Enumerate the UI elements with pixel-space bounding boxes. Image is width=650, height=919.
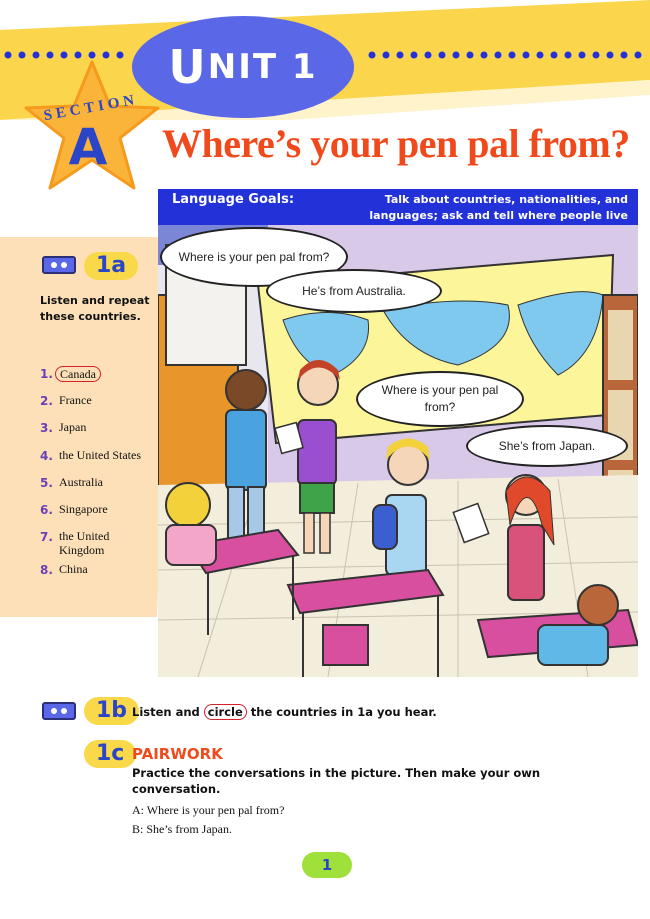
country-number: 3. [40, 421, 53, 436]
unit-heading [132, 16, 354, 118]
country-number: 8. [40, 563, 53, 578]
country-number: 5. [40, 475, 53, 490]
list-item [40, 529, 160, 562]
page-title: Where’s your pen pal from? [162, 121, 630, 166]
country-name: Australia [59, 474, 103, 489]
country-number: 1. [40, 367, 53, 381]
exercise-1a-badge: 1a [84, 252, 138, 280]
list-item [40, 420, 160, 447]
exercise-1a-instruction: Listen and repeat these countries. [40, 294, 150, 323]
language-goals-bar [158, 189, 638, 225]
circled-word: circle [204, 704, 247, 720]
country-name: the United States [59, 447, 141, 462]
unit-first-letter: U [168, 40, 208, 94]
list-item [40, 562, 160, 589]
section-word: SECTION [42, 91, 140, 125]
country-number: 7. [40, 530, 53, 545]
speech-bubble: She’s from Japan. [466, 425, 628, 467]
unit-label: NIT 1 [207, 47, 318, 87]
exercise-1b-badge: 1b [84, 697, 139, 725]
exercise-1c-badge: 1c [84, 740, 136, 768]
classroom-illustration [158, 225, 638, 677]
exercise-1b-text-after: the countries in 1a you hear. [246, 705, 437, 719]
list-item [40, 475, 160, 502]
exercise-1b-instruction [132, 705, 437, 719]
dialogue-line-b: B: She’s from Japan. [132, 822, 232, 836]
exercise-1b-text-before: Listen and [132, 705, 204, 719]
list-item [40, 448, 160, 475]
list-item [40, 393, 160, 420]
cassette-icon[interactable] [42, 702, 76, 720]
country-name: Japan [59, 420, 87, 435]
dialogue-line-a: A: Where is your pen pal from? [132, 803, 285, 817]
language-goals-label: Language Goals: [172, 192, 295, 207]
country-name: Singapore [59, 501, 108, 516]
country-name: the United Kingdom [59, 529, 110, 558]
language-goals-text: Talk about countries, nationalities, and languages; ask and tell where people live [369, 193, 628, 222]
page-number: 1 [302, 852, 352, 878]
country-name: China [59, 562, 88, 577]
country-name: France [59, 393, 92, 408]
country-number: 4. [40, 448, 53, 463]
list-item [40, 502, 160, 529]
speech-bubble: He’s from Australia. [266, 269, 442, 313]
list-item [40, 366, 160, 393]
cassette-icon[interactable] [42, 256, 76, 274]
country-number: 2. [40, 394, 53, 409]
speech-bubble: Where is your pen pal from? [356, 371, 524, 427]
section-letter: A [68, 118, 108, 176]
country-name-circled: Canada [55, 366, 101, 382]
speech-bubble: Where is your pen pal from? [160, 227, 348, 287]
pairwork-title: PAIRWORK [132, 745, 223, 763]
country-list [40, 366, 160, 589]
country-number: 6. [40, 502, 53, 517]
exercise-1c-instruction: Practice the conversations in the picture. Then make your own conversation. [132, 766, 541, 796]
